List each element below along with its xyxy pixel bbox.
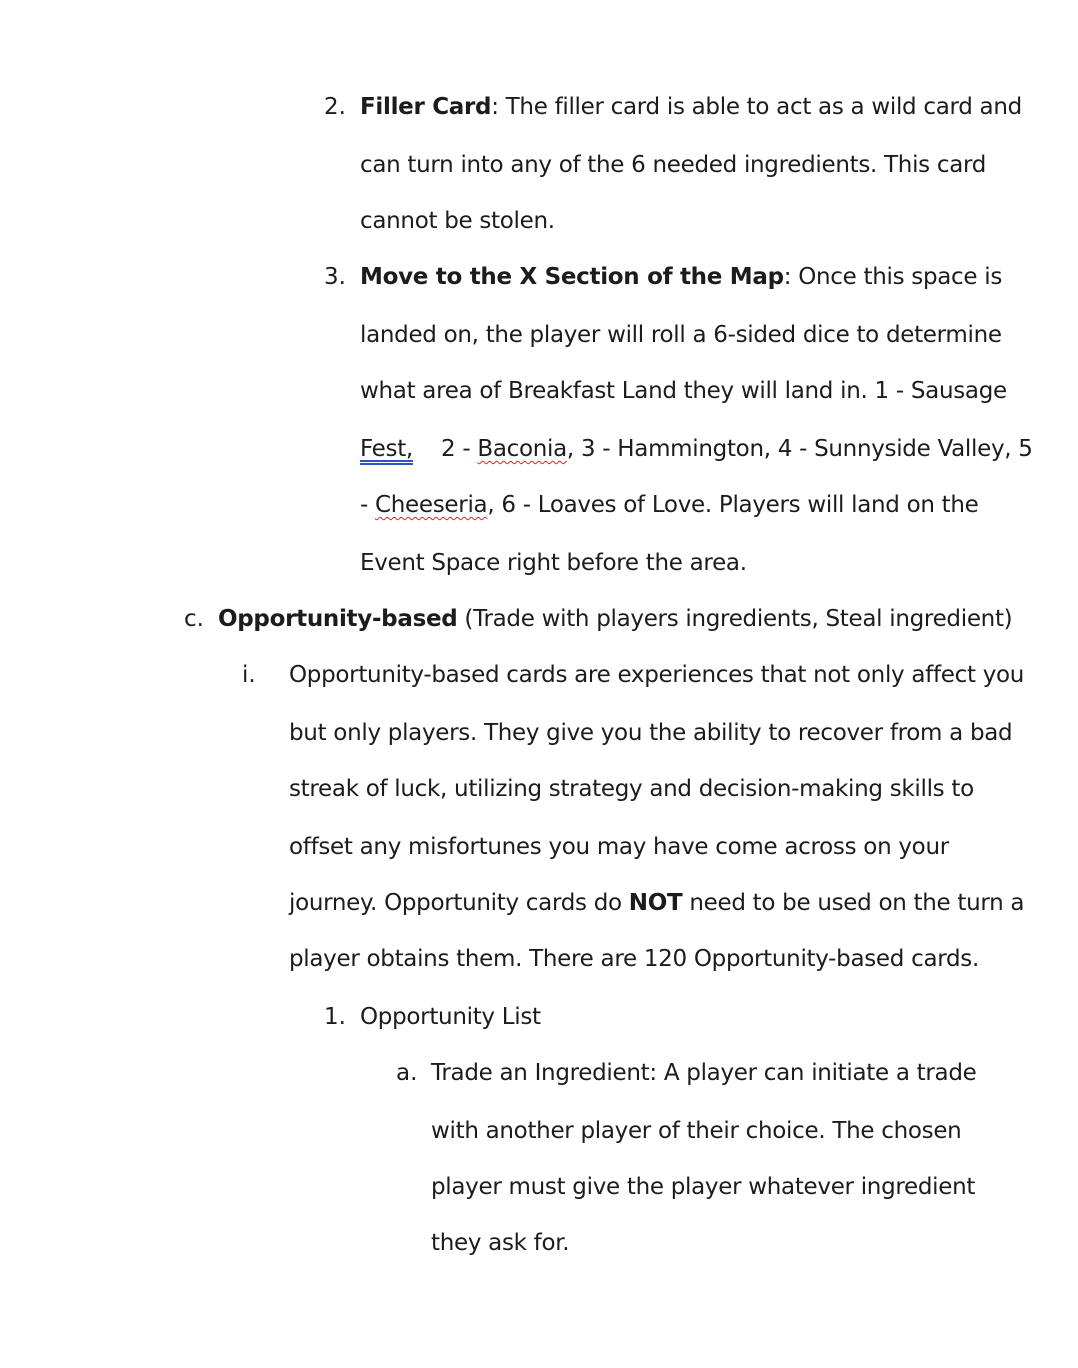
text-line: offset any misfortunes you may have come across on your <box>289 834 949 860</box>
text-line <box>360 490 979 520</box>
text-span: journey. Opportunity cards do <box>289 890 629 916</box>
text-line: Opportunity-based cards are experiences that not only affect you <box>289 662 1025 688</box>
text-span: 2 - <box>440 436 478 462</box>
list-item-move-section <box>360 262 1002 292</box>
text-line: they ask for. <box>431 1230 570 1256</box>
item-text: (Trade with players ingredients, Steal ingredient) <box>457 606 1013 632</box>
item-text: : The filler card is able to act as a wild card and <box>491 94 1022 120</box>
text-line: player must give the player whatever ingredient <box>431 1174 976 1200</box>
text-span: , 3 - Hammington, 4 - Sunnyside Valley, 5 <box>566 436 1033 462</box>
text-line: Event Space right before the area. <box>360 550 747 576</box>
list-marker: c. <box>184 606 204 632</box>
text-line: but only players. They give you the ability to recover from a bad <box>289 720 1013 746</box>
list-marker: 2. <box>324 94 346 120</box>
list-marker: i. <box>242 662 256 688</box>
text-line: Trade an Ingredient: A player can initiate a trade <box>431 1060 977 1086</box>
text-span: - <box>360 492 376 518</box>
emphasis-not: NOT <box>628 890 683 916</box>
list-marker: a. <box>396 1060 418 1086</box>
text-line: player obtains them. There are 120 Opportunity-based cards. <box>289 946 979 972</box>
text-line: can turn into any of the 6 needed ingredients. This card <box>360 152 987 178</box>
spelling-flag[interactable]: Cheeseria <box>375 492 488 518</box>
spelling-flag[interactable]: Baconia <box>477 436 567 462</box>
text-span: , 6 - Loaves of Love. Players will land on the <box>487 492 979 518</box>
text-line: cannot be stolen. <box>360 208 555 234</box>
list-marker: 1. <box>324 1004 346 1030</box>
item-label: Opportunity-based <box>218 606 458 632</box>
text-line: landed on, the player will roll a 6-sided dice to determine <box>360 322 1002 348</box>
list-item-opportunity-list: Opportunity List <box>360 1004 541 1030</box>
text-line <box>360 434 1033 464</box>
list-marker: 3. <box>324 264 346 290</box>
list-item-opportunity-based <box>218 604 1012 634</box>
list-item-filler-card <box>360 92 1022 122</box>
item-text: : Once this space is <box>783 264 1003 290</box>
text-line: what area of Breakfast Land they will land in. 1 - Sausage <box>360 378 1007 404</box>
item-label: Filler Card <box>360 94 492 120</box>
text-line: with another player of their choice. The chosen <box>431 1118 962 1144</box>
text-line <box>289 888 1024 918</box>
item-label: Move to the X Section of the Map <box>360 264 784 290</box>
text-line: streak of luck, utilizing strategy and decision-making skills to <box>289 776 974 802</box>
grammar-flag[interactable]: Fest, <box>360 436 413 462</box>
text-span: need to be used on the turn a <box>682 890 1025 916</box>
